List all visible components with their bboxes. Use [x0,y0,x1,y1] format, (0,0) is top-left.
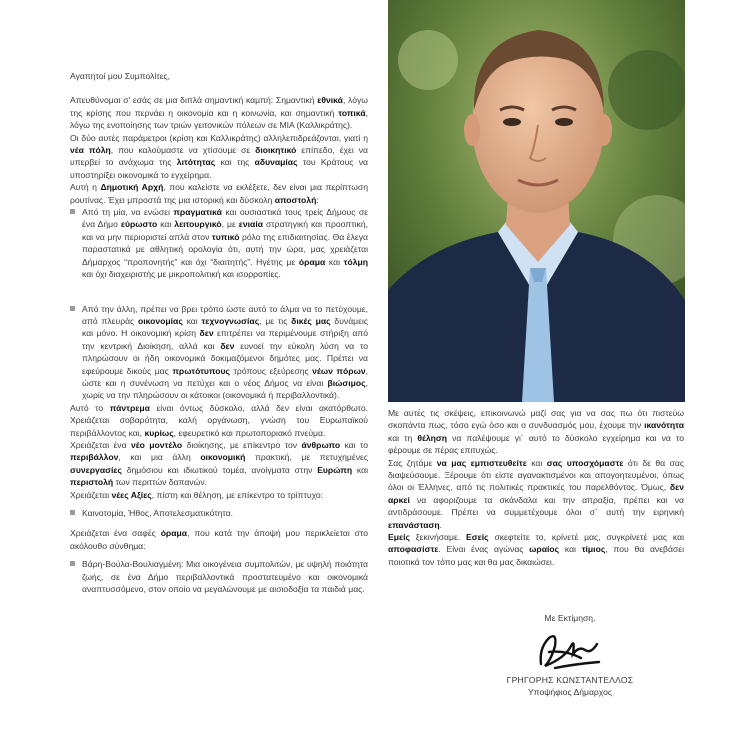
emphasis-text: αδυναμίας [254,157,298,168]
emphasis-text: πραγματικά [173,207,222,218]
body-text: και όχι διαχειριστής με μικροπολιτική και ισορροπίες. [82,269,281,280]
emphasis-text: όραμα [298,256,326,267]
body-text: διοίκησης, με επίκεντρο τον [182,439,302,450]
emphasis-text: τεχνογνωσίας [201,315,260,326]
signature-block [470,612,670,698]
emphasis-text: βιώσιμος [327,377,366,388]
emphasis-text: πρωτότυπους [172,365,230,376]
body-text: δυνάμεις και μόνο. Η οικονομική κρίση [82,315,368,339]
letter-right-column [388,407,684,568]
body-text: πρακτική, με πετυχημένες [245,452,368,463]
emphasis-text: τοπικά [338,107,366,118]
paragraph-1 [70,94,368,131]
bullet-item-1 [70,206,368,280]
paragraph-9 [388,457,684,531]
emphasis-text: Εμείς [388,532,410,543]
bullet-item-3 [70,507,368,519]
body-text: , και μια άλλη [118,452,201,463]
signature-mark [535,628,605,672]
paragraph-10 [388,531,684,568]
body-text: , με τις [259,315,292,326]
emphasis-text: εύρωστο [120,219,158,230]
paragraph-3 [70,181,368,206]
body-text: , με [221,219,239,230]
emphasis-text: τυπικό [211,231,240,242]
emphasis-text: διοικητικό [255,145,297,156]
body-text: Αυτή η [70,182,101,193]
emphasis-text: νέες Αξίες [111,489,152,500]
emphasis-text: ικανότητα [644,420,684,431]
body-text: , που καλούμαστε να χτίσουμε σε [110,145,256,156]
body-text: , λόγω της κρίσης που περνάει η οικονομία και η κοινωνία, και σημαντική [70,95,368,118]
body-text: Χρειάζεται ένα [70,439,131,450]
emphasis-text: δεν [199,328,214,339]
body-text: , χωρίς να την πληρώσουν οι κάτοικοι (οικονομικά ή περιβαλλοντικά). [82,377,368,401]
emphasis-text: λιτότητας [176,157,216,168]
emphasis-text: δικές μας [291,315,331,326]
body-text: , πίστη και θέληση, με επίκεντρο το τρίπτυχο: [151,489,324,500]
body-text: Από την άλλη, πρέπει να βρει τρόπο ώστε αυτό το άλμα να το πετύχουμε, από πλευράς [82,303,368,326]
body-text: : [316,194,319,205]
emphasis-text: οικονομίας [137,315,183,326]
body-text: Με αυτές τις σκέψεις, επικοινωνώ μαζί σας για να σας πω ότι πιστεύω σκοπάντα πως, τόσο εγώ όσο και ο συνδυασμός μου, έχουμε την [388,408,684,431]
body-text: , που καλείστε να εκλέξετε, δεν είναι μια περίπτωση ρουτίνας. Έχει μπροστά της μια ιστορική και δύσκολη [70,182,368,205]
emphasis-text: τίμιος [581,544,606,555]
paragraph-2 [70,132,368,182]
emphasis-text: λειτουργικό [174,219,222,230]
emphasis-text: τόλμη [343,256,368,267]
candidate-role: Υποψήφιος Δήμαρχος [527,687,613,697]
body-text: επιτρέπει να περιμένουμε στήριξη από την κεντρική Διοίκηση, αλλά και [82,328,369,351]
body-text: και [157,219,175,230]
letter-left-column [70,70,368,595]
emphasis-text: δεν αρκεί [388,482,684,505]
body-text: , που κατά την άποψή μου περικλείεται στο ακόλουθο σύνθημα: [70,528,368,551]
emphasis-text: σας υποσχόμαστε [546,457,624,468]
body-text: επίπεδο, έχει να υπερβεί το ανάχωμα της [70,145,368,168]
body-text: και το [340,439,368,450]
body-text: Οι δύο αυτές παράμετροι (κρίση και Καλλικράτης) αλληλεπιδρεάζονται, γιατί η [70,132,368,143]
body-text: , ώστε και η συνένωση να πετύχει και ο νέος Δήμος να είναι [82,365,368,388]
emphasis-text: δεν [220,340,235,351]
emphasis-text: εθνικά [317,95,343,106]
body-text: των περιττών δαπανών. [113,477,208,488]
body-text: και τη [388,432,418,443]
body-text: δημόσιου και ιδιωτικού τομέα, ανοίγματα στην [121,464,318,475]
body-text: . Είναι ένας αγώνας [438,544,530,555]
body-text: , λόγω της ενοποίησης των τριών γειτονικών πόλεων σε ΜΙΑ (Καλλικράτης). [70,107,368,131]
body-text: Χρειάζεται [70,489,112,500]
emphasis-text: όραμα [160,528,188,539]
emphasis-text: Δημοτική Αρχή [100,182,164,193]
body-text: ρόλο της επιδιαιτησίας. Θα έλεγα παραστατικά με αθλητική ορολογία ότι, αυτή την ώρα, μας χρειάζεται Δήμαρχος “προπονητής” και όχι “διαιτητής”. Ηγέτης με [82,231,368,267]
paragraph-8 [388,407,684,457]
emphasis-text: νέο μοντέλο [130,439,183,450]
bullet-item-4 [70,558,368,595]
candidate-photo [388,0,685,402]
body-text: σκεφτείτε το, κρίνετέ μας, συγκρίνετέ μας και [488,532,684,543]
body-text: και ουσιαστικά τους τρείς Δήμους σε ένα Δήμο [82,207,368,230]
emphasis-text: νέα πόλη [70,145,111,156]
body-text: και [559,544,582,555]
emphasis-text: κυρίως [144,427,174,438]
body-text: ευνοεί την εύκολη λύση να το πληρώσουν οι ήδη οικονομικά δοκιμαζόμενοι δημότες μας. Πρέπει να εφεύρουμε δικούς μας [82,340,368,376]
body-text: Από τη μία, να ενώσει [82,207,174,218]
body-text: και [526,457,547,468]
emphasis-text: θέληση [417,432,448,443]
emphasis-text: Εσείς [466,532,489,543]
body-text: και της [215,157,255,168]
paragraph-4 [70,402,368,439]
closing-text: Με Εκτίμηση, [544,613,596,623]
body-text: Αυτό το [70,402,110,413]
body-text: να παλέψουμε γι´ αυτό το δύσκολο εγχείρημα και να το φέρουμε σε πέρας επιτυχώς. [388,432,684,456]
body-text: είναι όντως δύσκολο, αλλά δεν είναι ακατόρθωτο. Χρειάζεται σοβαρότητα, καλή οργάνωση, γνώση του Ευρωπαϊκού περιβάλλοντος και, [70,402,369,438]
body-text: να αφοριζουμε τα σκάνδαλα και την απραξία, πρέπει και να αντιδράσουμε. Πρέπει να συμμετέχουμε όλοι σ´ αυτή την ειρηνική [388,494,684,518]
body-text: Απευθύνομαι σ' εσάς σε μια διπλά σημαντική καμπή: Σημαντική [70,95,318,106]
emphasis-text: συνεργασίες [70,464,122,475]
paragraph-6 [70,489,368,501]
emphasis-text: άνθρωπο [301,439,341,450]
emphasis-text: αποστολή [274,194,317,205]
emphasis-text: επανάσταση [388,519,440,530]
emphasis-text: οικονομική [200,452,246,463]
emphasis-text: πάντρεμα [109,402,150,413]
body-text: Καινοτομία, Ήθος, Αποτελεσματικότητα. [82,508,234,518]
body-text: τρόπους εξεύρεσης [229,365,313,376]
body-text: . [439,519,443,530]
body-text: Χρειάζεται ένα σαφές [70,528,161,539]
body-text: και [352,464,368,475]
greeting: Αγαπητοί μου Συμπολίτες, [70,71,171,81]
emphasis-text: ωραίος [529,544,560,555]
emphasis-text: περιβάλλον [70,452,119,463]
emphasis-text: Ευρώπη [317,464,353,475]
body-text: Βάρη-Βούλα-Βουλιαγμένη: Μια οικογένεια συμπολιτών, με υψηλή ποιότητα ζωής, σε ένα Δήμο περιβαλλοντικά προστατευμένο και οικονομικά αναπτυσσόμενο, στον οποίο να μεγαλώνουμε με αισιοδοξία τα παιδιά μας. [82,559,368,595]
emphasis-text: ενιαία [238,219,263,230]
body-text: στρατηγική και προοπτική, και να μην περιοριστεί απλά στον [82,219,368,242]
body-text: Σας ζητάμε [388,457,437,468]
body-text: ξεκινήσαμε. [409,532,467,543]
bullet-item-2 [70,303,368,402]
body-text: , εφευρετικό και πρωτοποριακό πνεύμα. [173,427,326,438]
paragraph-5 [70,439,368,489]
paragraph-7 [70,527,368,552]
body-text: και [182,315,202,326]
emphasis-text: να μας εμπιστευθείτε [436,457,527,468]
candidate-name: ΓΡΗΓΟΡΗΣ ΚΩΝΣΤΑΝΤΕΛΛΟΣ [506,675,634,685]
emphasis-text: νέων πόρων [312,365,366,376]
emphasis-text: περιστολή [70,477,114,488]
body-text: και [325,256,344,267]
body-text: , που θα ανεβάσει ποιοτικά τον τόπο μας και θα μας δικαιώσει. [388,544,684,567]
body-text: ότι δε θα σας διαψεύσουμε. Ξέρουμε ότι είστε αγανακτισμένοι και απογοητευμένοι, όπως όλοι οι Έλληνες, από τις πολιτικές πρακτικές του παρελθόντος. Όμως, [388,457,684,493]
body-text: του Κράτους να υποστηρίξει οικονομικά το εγχείρημα. [70,157,368,180]
emphasis-text: αποφασίστε [388,544,439,555]
